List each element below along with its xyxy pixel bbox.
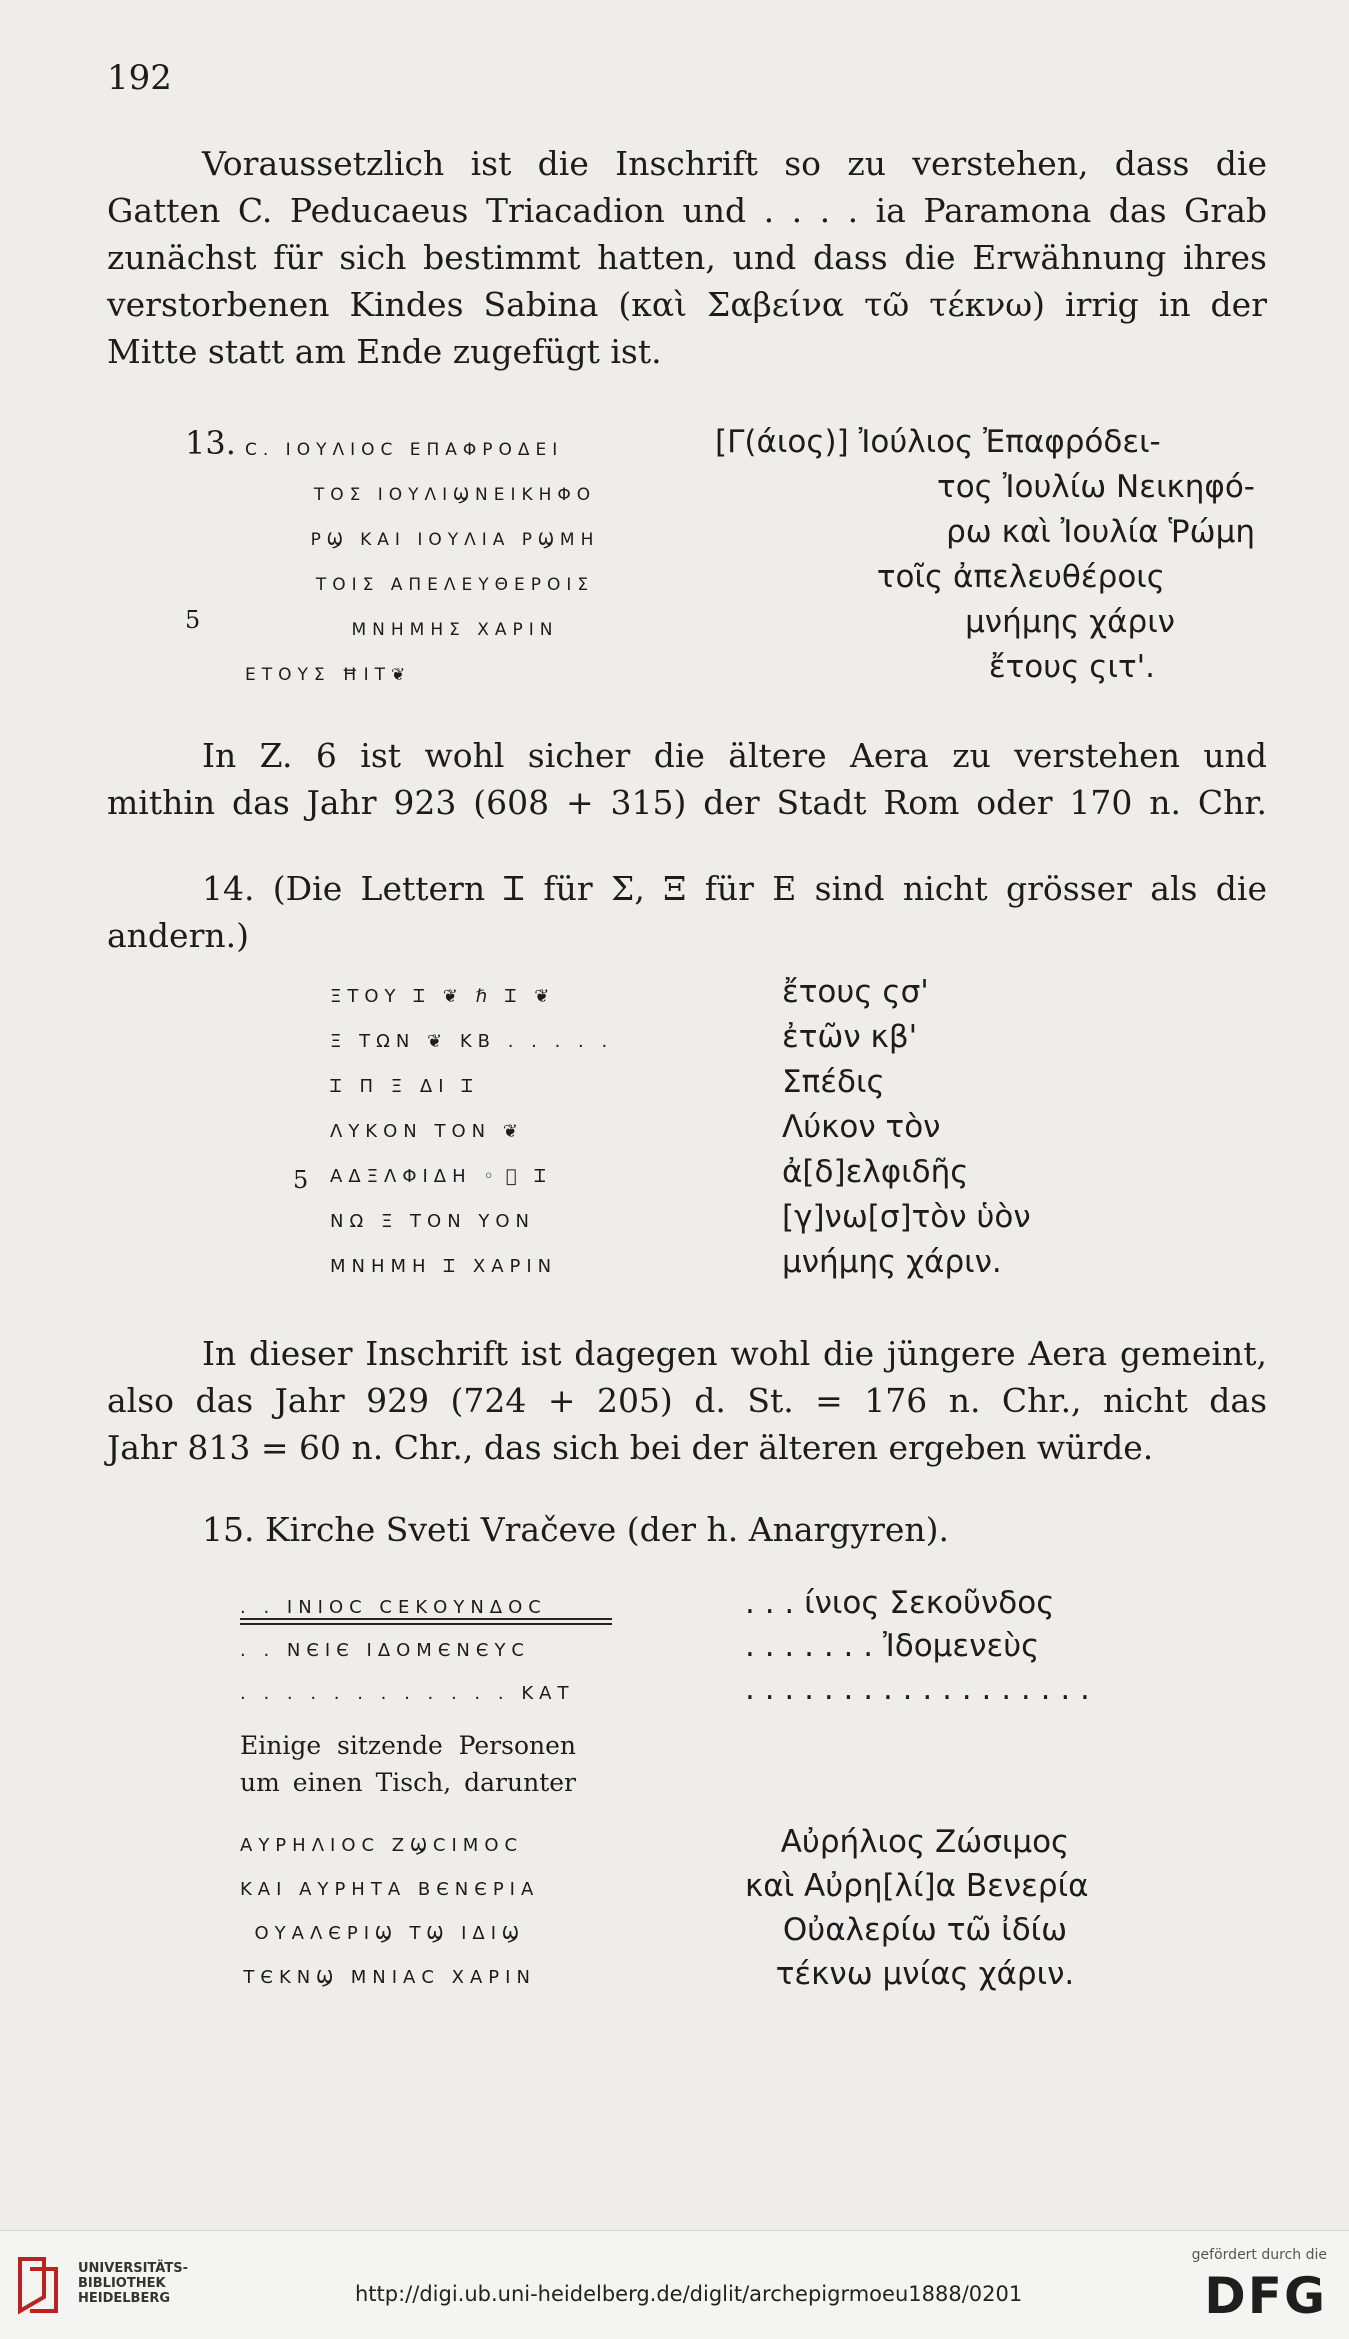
transcription-line: μνήμης χάριν. xyxy=(782,1244,1002,1280)
text-line: verstorbenen Kindes Sabina (καὶ Σαβείνα τῶ τέκνω) irrig in der xyxy=(107,285,1267,324)
transcription-line: Οὐαλερίω τῶ ἰδίω xyxy=(782,1912,1068,1948)
epigraphic-line: ΑΥΡΗΛΙΟϹ ΖϢϹΙΜΟϹ xyxy=(240,1835,524,1856)
transcription-line: τοῖς ἀπελευθέροις xyxy=(876,559,1165,595)
page-number: 192 xyxy=(107,58,172,98)
epigraphic-line: ΞΤΟΥ Ꮖ ❦ ℏ Ꮖ ❦ xyxy=(330,986,556,1007)
transcription-line: [Γ(άιος)] Ἰούλιος Ἐπαφρόδει- xyxy=(715,424,1161,460)
inscription-15-transcription-bottom xyxy=(745,1820,1105,1996)
inscription-13-transcription xyxy=(715,420,1275,690)
epigraphic-line: ΜΝΗΜΗΣ ΧΑΡΙΝ xyxy=(351,620,559,640)
transcription-line: . . . . . . . Ἰδομενεὺς xyxy=(745,1628,1040,1664)
transcription-line: ἐτῶν κβ' xyxy=(782,1019,918,1055)
epigraphic-line: C. ΙΟΥΛΙΟϹ ΕΠΑΦΡΟΔΕΙ xyxy=(245,440,564,460)
text-line: zunächst für sich bestimmt hatten, und dass die Erwähnung ihres xyxy=(107,238,1267,277)
paragraph-14-intro xyxy=(107,865,1267,959)
epigraphic-line: . . . . . . . . . . . . ΚΑΤ xyxy=(240,1683,575,1704)
text-line: also das Jahr 929 (724 + 205) d. St. = 176 n. Chr., nicht das xyxy=(107,1381,1267,1420)
underline-rule xyxy=(240,1623,612,1625)
epigraphic-line: . . ΙΝΙΟϹ ϹΕΚΟΥΝΔΟϹ xyxy=(240,1597,547,1618)
epigraphic-line: ΟΥΑΛЄΡΙϢ ΤϢ ΙΔΙϢ xyxy=(254,1923,525,1944)
text-line: mithin das Jahr 923 (608 + 315) der Stadt Rom oder 170 n. Chr. xyxy=(107,783,1267,822)
text-line: 14. (Die Lettern Ꮖ für Σ, Ξ für Ε sind nicht grösser als die xyxy=(202,869,1267,908)
transcription-line: τέκνω μνίας χάριν. xyxy=(775,1956,1075,1992)
inscription-14-transcription xyxy=(782,970,1031,1285)
transcription-line: [γ]νω[σ]τὸν ὑὸν xyxy=(782,1199,1031,1235)
inscription-15-original-bottom xyxy=(240,1824,539,2000)
transcription-line: μνήμης χάριν xyxy=(965,604,1175,640)
inscription-13-line-number: 5 xyxy=(185,606,201,634)
text-line: In dieser Inschrift ist dagegen wohl die jüngere Aera gemeint, xyxy=(202,1334,1267,1373)
epigraphic-line: ΑΔΞΛΦΙΔΗ ◦ ⃝ Ꮖ xyxy=(330,1166,553,1187)
inscription-14-original xyxy=(330,974,613,1289)
transcription-line: Σπέδις xyxy=(782,1064,885,1100)
inscription-13-number: 13. xyxy=(185,424,236,462)
transcription-line: Αὐρήλιος Ζώσιμος xyxy=(780,1824,1070,1860)
epigraphic-line: ΡϢ ΚΑΙ ΙΟΥΛΙΑ ΡϢΜΗ xyxy=(310,530,600,550)
transcription-line: τος Ἰουλίω Νεικηφό- xyxy=(937,469,1255,505)
permalink-url[interactable]: http://digi.ub.uni-heidelberg.de/diglit/archepigrmoeu1888/0201 xyxy=(355,2282,1023,2306)
epigraphic-line: ΚΑΙ ΑΥΡΗΤΑ ΒЄΝЄΡΙΑ xyxy=(240,1879,540,1900)
sponsor-caption: gefördert durch die xyxy=(1191,2247,1327,2263)
text-line: Gatten C. Peducaeus Triacadion und . . . . ia Paramona das Grab xyxy=(107,191,1267,230)
text-line: Mitte statt am Ende zugefügt ist. xyxy=(107,332,662,371)
paragraph-juengere-aera xyxy=(107,1330,1267,1471)
university-library-logo-icon xyxy=(14,2253,62,2317)
inscription-15-transcription-top xyxy=(745,1582,1090,1711)
transcription-line: καὶ Αὐρη[λί]α Βενερία xyxy=(745,1868,1089,1904)
note-line: um einen Tisch, darunter xyxy=(240,1768,576,1797)
transcription-line: Λύκον τὸν xyxy=(782,1109,941,1145)
transcription-line: ἀ[δ]ελφιδῆς xyxy=(782,1154,969,1190)
text-line: Jahr 813 = 60 n. Chr., das sich bei der älteren ergeben würde. xyxy=(107,1428,1154,1467)
epigraphic-line: Ꮖ Π Ξ ΔΙ Ꮖ xyxy=(330,1076,480,1097)
inscription-15-original-top xyxy=(240,1586,574,1715)
dfg-logo: DFG xyxy=(1204,2267,1327,2325)
note-line: Einige sitzende Personen xyxy=(240,1731,576,1760)
text-line: andern.) xyxy=(107,916,249,955)
viewer-footer xyxy=(0,2230,1349,2339)
epigraphic-line: Ξ ΤΩΝ ❦ ΚΒ . . . . . xyxy=(330,1031,614,1052)
epigraphic-line: . . ΝЄΙЄ ΙΔΟΜЄΝЄΥϹ xyxy=(240,1640,531,1661)
transcription-line: ρω καὶ Ἰουλία Ῥώμη xyxy=(946,514,1255,550)
ub-line: UNIVERSITÄTS- xyxy=(78,2261,188,2276)
underline-rule xyxy=(240,1618,612,1620)
ub-line: HEIDELBERG xyxy=(78,2291,171,2306)
intro-paragraph xyxy=(107,140,1267,375)
paragraph-aera xyxy=(107,732,1267,826)
inscription-13-original xyxy=(245,428,665,698)
transcription-line: ἔτους ςιτ'. xyxy=(988,649,1155,685)
ub-line: BIBLIOTHEK xyxy=(78,2276,166,2291)
transcription-line: . . . . . . . . . . . . . . . . . . xyxy=(745,1671,1090,1707)
epigraphic-line: ΕΤΟΥΣ ĦΙΤ❦ xyxy=(245,665,412,685)
transcription-line: ἔτους ςσ' xyxy=(782,974,929,1010)
epigraphic-line: ΝΩ Ξ ΤΟΝ ΥΟΝ xyxy=(330,1211,536,1232)
inscription-14-line-number: 5 xyxy=(293,1166,309,1194)
epigraphic-line: ΤΟΙΣ ΑΠΕΛΕΥΘΕΡΟΙΣ xyxy=(315,575,595,595)
epigraphic-line: ΛΥΚΟΝ ΤΟΝ ❦ xyxy=(330,1121,524,1142)
epigraphic-line: ΤΟΣ ΙΟΥΛΙϢΝΕΙΚΗΦΟ xyxy=(313,485,597,505)
relief-note xyxy=(240,1727,576,1801)
section-15-heading: 15. Kirche Sveti Vračeve (der h. Anargyren). xyxy=(202,1510,949,1549)
text-line: Voraussetzlich ist die Inschrift so zu verstehen, dass die xyxy=(202,144,1267,183)
text-line: In Z. 6 ist wohl sicher die ältere Aera zu verstehen und xyxy=(202,736,1267,775)
epigraphic-line: ΜΝΗΜΗ Ꮖ ΧΑΡΙΝ xyxy=(330,1256,558,1277)
university-library-name xyxy=(78,2261,188,2306)
transcription-line: . . . ίνιος Σεκοῦνδος xyxy=(745,1585,1055,1621)
epigraphic-line: ΤЄΚΝϢ ΜΝΙΑϹ ΧΑΡΙΝ xyxy=(243,1967,536,1988)
